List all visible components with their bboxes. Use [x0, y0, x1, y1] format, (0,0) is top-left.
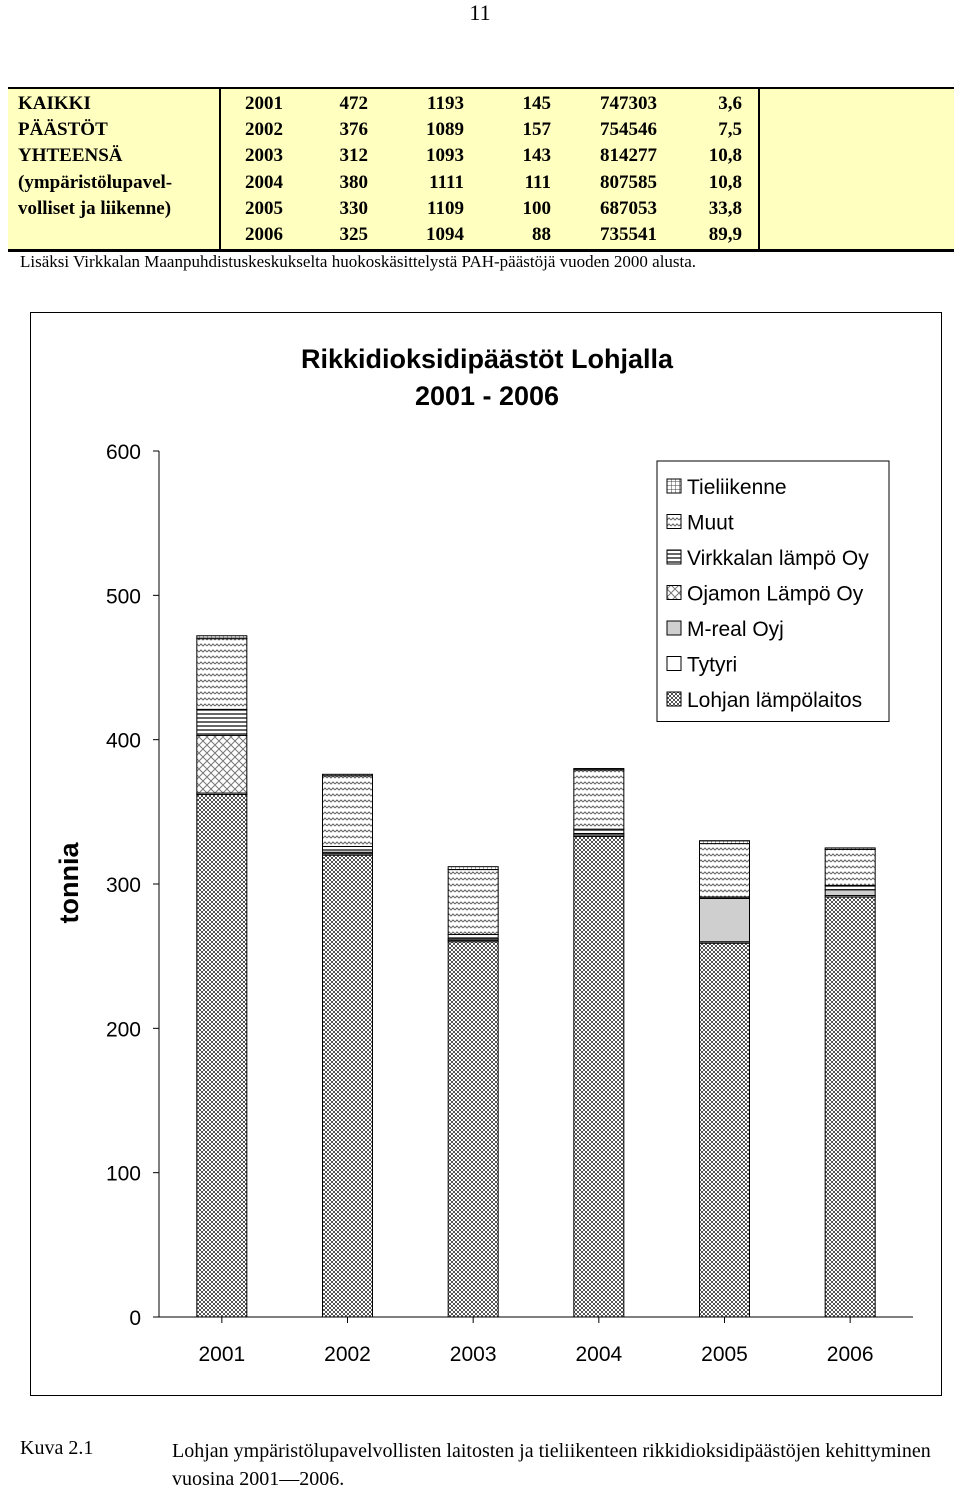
bar-segment — [323, 774, 373, 775]
bar-segment — [825, 885, 875, 889]
table-cell: 1193 — [427, 93, 464, 114]
table-cell: 1093 — [426, 145, 464, 167]
label-line: PÄÄSTÖT — [18, 119, 108, 141]
table-row — [8, 170, 758, 196]
table-cell: 472 — [339, 93, 368, 114]
bar-stack — [448, 867, 498, 1317]
bar-segment — [448, 870, 498, 935]
bar-stack — [825, 848, 875, 1317]
bar-segment — [825, 849, 875, 885]
y-tick-label: 0 — [129, 1307, 141, 1330]
bar-segment — [825, 890, 875, 896]
table-cell: 1089 — [426, 119, 464, 141]
bar-segment — [574, 836, 624, 1317]
table-cell: 2003 — [245, 145, 283, 167]
bar-stack — [700, 841, 750, 1317]
bar-segment — [700, 898, 750, 941]
y-tick-label: 100 — [105, 1162, 141, 1186]
figure-caption: Lohjan ympäristölupavelvollisten laitosten ja tieliikenteen rikkidioksidipäästöjen kehittyminen vuosina 2001—2006. — [172, 1440, 931, 1490]
table-cell: 89,9 — [708, 224, 742, 245]
bar-stack — [323, 774, 373, 1317]
figure-label: Kuva 2.1 — [20, 1437, 94, 1459]
table-cell: 754546 — [600, 119, 657, 141]
table-cell: 1109 — [427, 197, 464, 219]
x-tick-label: 2006 — [826, 1343, 874, 1366]
bar-segment — [825, 897, 875, 1317]
chart-title: Rikkidioksidipäästöt Lohjalla — [300, 344, 674, 374]
table-cell: 10,8 — [708, 145, 742, 167]
table-cell: 2005 — [245, 197, 283, 219]
x-tick-label: 2001 — [198, 1343, 246, 1366]
label-line: volliset ja liikenne) — [18, 197, 172, 219]
legend-swatch — [667, 692, 681, 706]
bar-segment — [323, 776, 373, 847]
table-cell: 2002 — [245, 119, 283, 141]
bar-segment — [700, 943, 750, 1317]
table-cell: 157 — [522, 119, 551, 141]
bar-segment — [197, 795, 247, 1317]
so2-chart — [31, 313, 941, 1395]
y-tick-label: 300 — [105, 874, 141, 897]
legend-label: Lohjan lämpölaitos — [687, 689, 863, 712]
table-divider — [758, 89, 760, 249]
table-cell: 735541 — [600, 224, 657, 245]
x-tick-label: 2004 — [575, 1343, 623, 1366]
table-cell: 325 — [339, 224, 368, 245]
bar-segment — [448, 942, 498, 1317]
legend-swatch — [667, 550, 681, 564]
y-tick-label: 600 — [105, 441, 141, 464]
bar-segment — [825, 848, 875, 849]
emissions-summary-table — [8, 87, 954, 252]
legend-swatch — [667, 657, 681, 671]
table-cell: 1111 — [429, 171, 464, 193]
bar-segment — [574, 770, 624, 829]
table-cell: 1094 — [426, 224, 464, 245]
table-row — [8, 91, 758, 117]
bar-segment — [700, 841, 750, 844]
legend-label: Tieliikenne — [687, 476, 787, 499]
table-row — [8, 196, 758, 222]
label-line: YHTEENSÄ — [18, 145, 123, 167]
table-cell: 10,8 — [708, 171, 742, 193]
table-cell: 687053 — [600, 197, 657, 219]
table-cell: 312 — [339, 145, 368, 167]
y-tick-label: 200 — [105, 1018, 141, 1042]
chart-frame — [30, 312, 942, 1396]
table-cell: 33,8 — [708, 197, 742, 219]
legend-label: Virkkalan lämpö Oy — [687, 547, 869, 570]
table-cell: 111 — [524, 171, 551, 193]
y-axis-label: tonnia — [54, 842, 84, 924]
table-cell: 2001 — [245, 93, 283, 114]
bar-segment — [197, 735, 247, 793]
bar-segment — [197, 709, 247, 735]
label-line: (ympäristölupavel- — [18, 171, 173, 193]
x-tick-label: 2002 — [324, 1343, 371, 1366]
bar-segment — [574, 829, 624, 833]
y-tick-label: 500 — [105, 585, 141, 609]
table-cell: 145 — [522, 93, 551, 114]
legend-swatch — [667, 479, 681, 493]
table-row — [8, 143, 758, 169]
bar-stack — [197, 636, 247, 1317]
legend-label: M-real Oyj — [687, 618, 784, 641]
bar-segment — [448, 867, 498, 870]
legend-swatch — [667, 515, 681, 529]
legend-label: Ojamon Lämpö Oy — [687, 582, 864, 606]
legend-swatch — [667, 621, 681, 635]
bar-segment — [574, 769, 624, 770]
bar-segment — [323, 846, 373, 852]
table-cell: 747303 — [600, 93, 657, 114]
page-number: 11 — [469, 0, 491, 25]
y-tick-label: 400 — [105, 729, 141, 753]
table-cell: 380 — [339, 171, 368, 193]
table-cell: 100 — [522, 197, 551, 219]
table-cell: 3,6 — [718, 93, 742, 114]
legend-swatch — [667, 586, 681, 600]
label-line: KAIKKI — [18, 93, 91, 114]
bar-segment — [700, 844, 750, 897]
table-cell: 376 — [339, 119, 368, 141]
table-cell: 7,5 — [718, 119, 742, 141]
legend-label: Tytyri — [687, 653, 738, 677]
x-tick-label: 2005 — [701, 1343, 748, 1366]
chart-legend — [657, 461, 889, 722]
table-cell: 330 — [339, 197, 368, 219]
bar-segment — [323, 855, 373, 1317]
bar-segment — [197, 636, 247, 639]
table-cell: 2004 — [245, 171, 283, 193]
table-cell: 143 — [522, 145, 551, 167]
legend-label: Muut — [687, 511, 734, 535]
table-row — [8, 117, 758, 143]
note-text: Lisäksi Virkkalan Maanpuhdistuskeskukselta huokoskäsittelystä PAH-päästöjä vuoden 2000 alusta. — [20, 252, 697, 271]
bar-segment — [197, 639, 247, 710]
x-tick-label: 2003 — [449, 1343, 497, 1366]
table-cell: 2006 — [245, 224, 283, 245]
table-cell: 814277 — [600, 145, 657, 167]
bar-stack — [574, 769, 624, 1317]
table-cell: 88 — [532, 224, 551, 245]
chart-title: 2001 - 2006 — [414, 381, 560, 411]
bar-segment — [448, 935, 498, 939]
table-row — [8, 222, 758, 248]
table-cell: 807585 — [600, 171, 657, 193]
